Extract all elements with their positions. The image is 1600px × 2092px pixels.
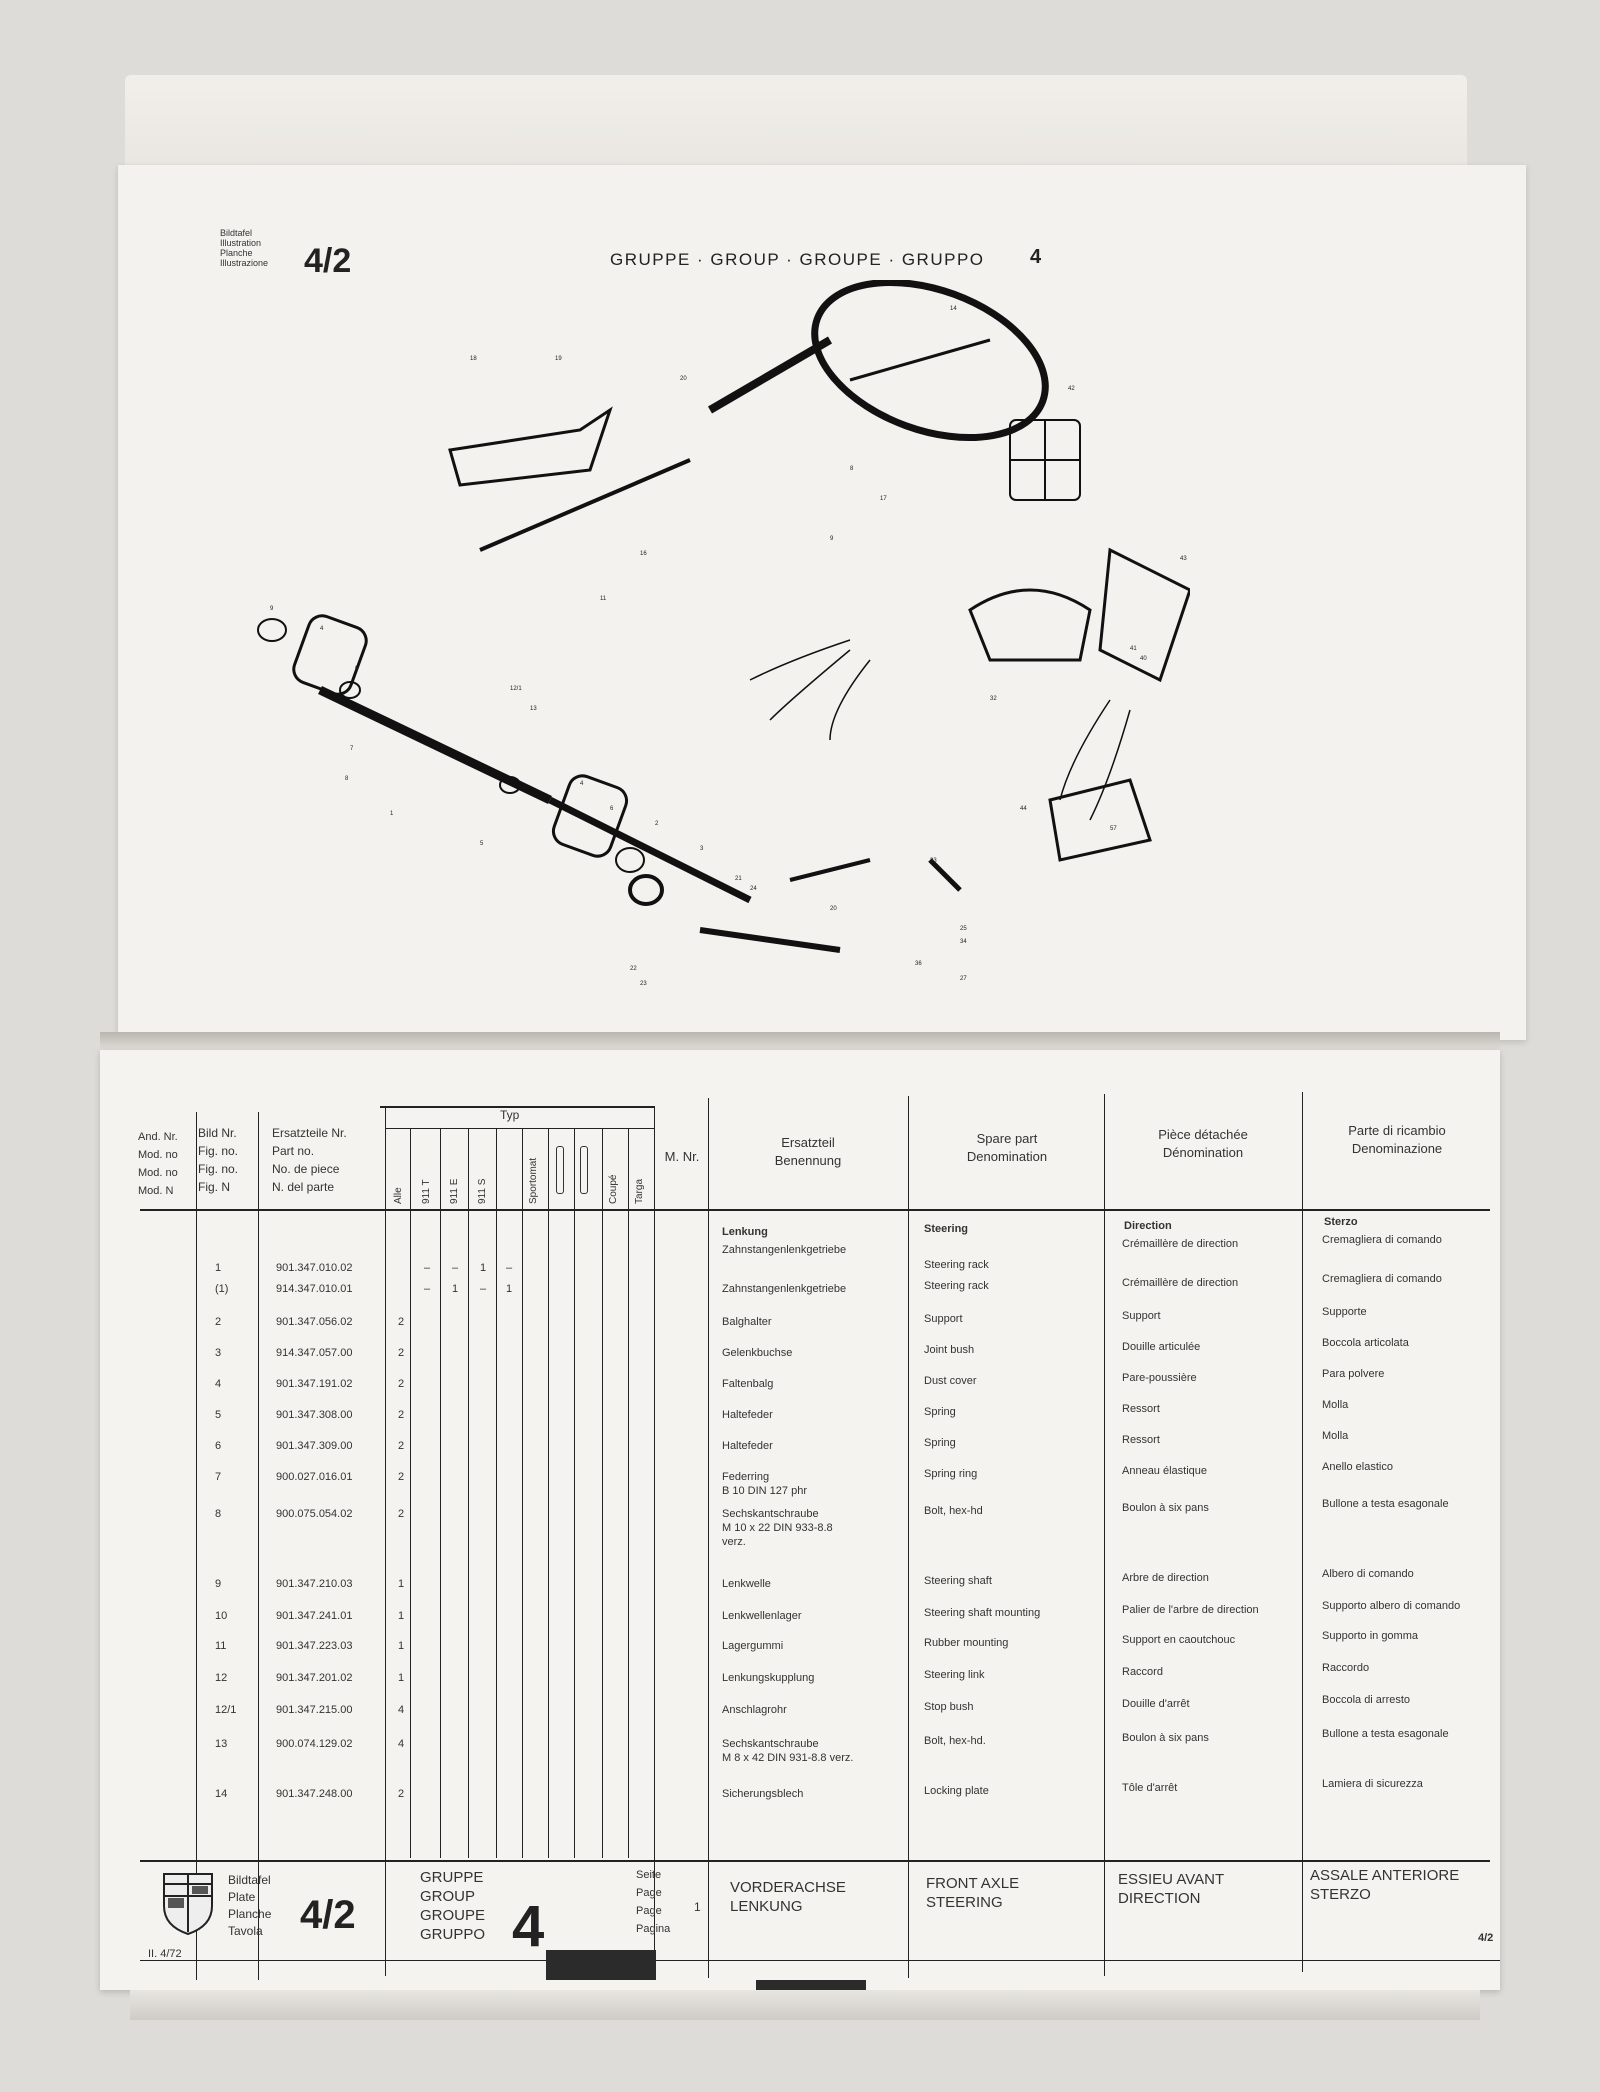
- footer-de: VORDERACHSE LENKUNG: [730, 1879, 846, 1915]
- group-number: 4: [1030, 246, 1042, 268]
- description-en: Steering link: [924, 1669, 985, 1681]
- gear-shift-icon-2: [580, 1146, 588, 1194]
- type-col-911e: 911 E: [449, 1178, 460, 1204]
- description-en: Spring: [924, 1406, 956, 1418]
- svg-text:4: 4: [580, 781, 584, 787]
- svg-text:24: 24: [750, 886, 757, 892]
- description-fr: Raccord: [1122, 1666, 1163, 1678]
- type-col-targa: Targa: [634, 1178, 645, 1204]
- part-number: 914.347.010.01: [276, 1283, 353, 1295]
- svg-text:23: 23: [640, 981, 647, 987]
- svg-text:8: 8: [345, 776, 349, 782]
- fig-number: 6: [215, 1440, 222, 1452]
- footer-fr: ESSIEU AVANT DIRECTION: [1118, 1871, 1225, 1907]
- quantity-cell: –: [424, 1262, 431, 1274]
- description-de: Balghalter: [722, 1316, 772, 1328]
- description-de: Zahnstangenlenkgetriebe: [722, 1283, 847, 1295]
- part-number: 901.347.010.02: [276, 1262, 353, 1274]
- gear-shift-icon: [556, 1146, 564, 1194]
- fr-header: Pièce détachée Dénomination: [1158, 1127, 1248, 1160]
- porsche-crest-logo: [160, 1870, 216, 1936]
- svg-text:43: 43: [1180, 556, 1187, 562]
- fig-number: 14: [215, 1788, 228, 1800]
- quantity-cell: 1: [398, 1672, 405, 1684]
- description-en: Joint bush: [924, 1344, 975, 1356]
- part-number: 901.347.241.01: [276, 1610, 353, 1622]
- svg-text:12/1: 12/1: [510, 686, 522, 692]
- svg-text:1: 1: [390, 811, 394, 817]
- svg-text:3: 3: [700, 846, 704, 852]
- quantity-cell: 2: [398, 1409, 405, 1421]
- part-number: 901.347.309.00: [276, 1440, 353, 1452]
- description-fr: Ressort: [1122, 1403, 1160, 1415]
- description-de-line2: B 10 DIN 127 phr: [722, 1485, 807, 1497]
- quantity-cell: 4: [398, 1704, 405, 1716]
- fig-number: 10: [215, 1610, 228, 1622]
- description-en: Stop bush: [924, 1701, 974, 1713]
- description-de-line2: M 10 x 22 DIN 933-8.8: [722, 1522, 833, 1534]
- footer-plate-labels: Bildtafel Plate Planche Tavola: [228, 1873, 272, 1938]
- part-number: 900.074.129.02: [276, 1738, 353, 1750]
- section-de: Lenkung: [722, 1226, 768, 1238]
- fig-number: 2: [215, 1316, 222, 1328]
- en-header: Spare part Denomination: [966, 1131, 1048, 1164]
- quantity-cell: 1: [452, 1283, 459, 1295]
- part-number: 901.347.191.02: [276, 1378, 353, 1390]
- description-en: Steering shaft mounting: [924, 1607, 1041, 1619]
- quantity-cell: 2: [398, 1316, 405, 1328]
- mod-no-header: And. Nr. Mod. no Mod. no Mod. N: [138, 1131, 178, 1197]
- svg-text:21: 21: [735, 876, 742, 882]
- type-col-911s: 911 S: [477, 1178, 488, 1204]
- part-number: 901.347.223.03: [276, 1640, 353, 1652]
- plate-labels: Bildtafel Illustration Planche Illustrazione: [220, 228, 269, 268]
- it-header: Parte di ricambio Denominazione: [1348, 1123, 1446, 1156]
- svg-text:20: 20: [830, 906, 837, 912]
- description-fr: Crémaillère de direction: [1122, 1277, 1239, 1289]
- description-en: Spring ring: [924, 1468, 978, 1480]
- quantity-cell: 1: [398, 1578, 405, 1590]
- quantity-cell: 2: [398, 1471, 405, 1483]
- svg-text:22: 22: [630, 966, 637, 972]
- description-it: Albero di comando: [1322, 1568, 1414, 1580]
- quantity-cell: 1: [506, 1283, 513, 1295]
- exploded-steering-diagram: [230, 280, 1190, 1000]
- fig-number: 8: [215, 1508, 222, 1520]
- svg-text:34: 34: [960, 939, 967, 945]
- steering-wheel-rim: [793, 280, 1066, 467]
- description-de: Federring: [722, 1471, 770, 1483]
- plate-number: 4/2: [304, 242, 352, 280]
- description-it: Lamiera di sicurezza: [1322, 1778, 1423, 1790]
- type-col-sportomat: Sportomat: [528, 1157, 539, 1204]
- quantity-cell: –: [480, 1283, 487, 1295]
- description-en: Steering rack: [924, 1259, 989, 1271]
- footer-group-labels: GRUPPE GROUP GROUPE GRUPPO: [420, 1869, 486, 1943]
- description-de: Lenkwellenlager: [722, 1610, 802, 1622]
- svg-text:44: 44: [1020, 806, 1027, 812]
- description-it: Bullone a testa esagonale: [1322, 1498, 1449, 1510]
- description-fr: Arbre de direction: [1122, 1572, 1209, 1584]
- description-it: Supporto albero di comando: [1322, 1600, 1461, 1612]
- footer-plate-number: 4/2: [300, 1893, 356, 1937]
- description-it: Anello elastico: [1322, 1461, 1393, 1473]
- description-it: Bullone a testa esagonale: [1322, 1728, 1449, 1740]
- footer-en: FRONT AXLE STEERING: [926, 1875, 1020, 1911]
- svg-text:13: 13: [530, 706, 537, 712]
- part-number: 901.347.056.02: [276, 1316, 353, 1328]
- group-tab-4[interactable]: [546, 1950, 656, 1980]
- fig-number: 11: [215, 1640, 227, 1652]
- description-en: Bolt, hex-hd.: [924, 1735, 986, 1747]
- part-no-header: Ersatzteile Nr. Part no. No. de piece N. del parte: [272, 1126, 347, 1194]
- quantity-cell: 2: [398, 1508, 405, 1520]
- description-fr: Boulon à six pans: [1122, 1732, 1209, 1744]
- description-fr: Palier de l'arbre de direction: [1122, 1604, 1259, 1616]
- description-de: Haltefeder: [722, 1409, 773, 1421]
- description-it: Boccola articolata: [1322, 1337, 1409, 1349]
- section-en: Steering: [924, 1223, 969, 1235]
- svg-text:25: 25: [960, 926, 967, 932]
- footer-group-number: 4: [512, 1894, 545, 1959]
- fig-no-header: Bild Nr. Fig. no. Fig. no. Fig. N: [198, 1126, 239, 1194]
- quantity-cell: 4: [398, 1738, 405, 1750]
- svg-text:17: 17: [880, 496, 887, 502]
- description-fr: Anneau élastique: [1122, 1465, 1208, 1477]
- description-de: Anschlagrohr: [722, 1704, 787, 1716]
- type-col-911t: 911 T: [421, 1179, 432, 1204]
- type-col-alle: Alle: [393, 1187, 404, 1204]
- description-fr: Support en caoutchouc: [1122, 1634, 1236, 1646]
- svg-text:11: 11: [600, 596, 607, 602]
- description-de-line2: M 8 x 42 DIN 931-8.8 verz.: [722, 1752, 854, 1764]
- quantity-cell: 2: [398, 1378, 405, 1390]
- fig-number: 7: [215, 1471, 222, 1483]
- footer-it: ASSALE ANTERIORE STERZO: [1310, 1867, 1460, 1903]
- description-de: Zahnstangenlenkgetriebe: [722, 1244, 847, 1256]
- section-it: Sterzo: [1324, 1216, 1358, 1228]
- footer-page-number: 1: [694, 1900, 701, 1914]
- fig-number: 13: [215, 1738, 228, 1750]
- callout-numbers: [270, 306, 1187, 987]
- typ-header: Typ: [500, 1108, 520, 1122]
- description-de: Haltefeder: [722, 1440, 773, 1452]
- part-number: 901.347.308.00: [276, 1409, 353, 1421]
- description-de: Lenkwelle: [722, 1578, 771, 1590]
- svg-text:4: 4: [320, 626, 324, 632]
- fig-number: 5: [215, 1409, 222, 1421]
- quantity-cell: –: [452, 1262, 459, 1274]
- description-fr: Crémaillère de direction: [1122, 1238, 1239, 1250]
- description-en: Rubber mounting: [924, 1637, 1009, 1649]
- de-header: Ersatzteil Benennung: [774, 1135, 842, 1168]
- description-en: Dust cover: [924, 1375, 977, 1387]
- part-number: 914.347.057.00: [276, 1347, 353, 1359]
- fig-number: 1: [215, 1262, 222, 1274]
- description-it: Cremagliera di comando: [1322, 1273, 1442, 1285]
- description-de: Faltenbalg: [722, 1378, 774, 1390]
- svg-text:14: 14: [950, 306, 957, 312]
- description-en: Locking plate: [924, 1785, 989, 1797]
- description-en: Spring: [924, 1437, 956, 1449]
- description-fr: Boulon à six pans: [1122, 1502, 1209, 1514]
- type-col-coupe: Coupé: [608, 1174, 619, 1204]
- svg-text:9: 9: [830, 536, 834, 542]
- corner-reference: 4/2: [1478, 1932, 1494, 1944]
- quantity-cell: 2: [398, 1440, 405, 1452]
- description-de-line3: verz.: [722, 1536, 746, 1548]
- quantity-cell: 1: [398, 1610, 405, 1622]
- description-en: Bolt, hex-hd: [924, 1505, 983, 1517]
- svg-text:7: 7: [350, 746, 354, 752]
- description-de: Lenkungskupplung: [722, 1672, 815, 1684]
- quantity-cell: –: [424, 1283, 431, 1295]
- svg-text:6: 6: [610, 806, 614, 812]
- svg-text:32: 32: [990, 696, 997, 702]
- m-nr-header: M. Nr.: [664, 1149, 700, 1164]
- description-de: Gelenkbuchse: [722, 1347, 793, 1359]
- quantity-cell: 1: [480, 1262, 487, 1274]
- part-number: 901.347.215.00: [276, 1704, 353, 1716]
- part-number: 900.075.054.02: [276, 1508, 353, 1520]
- quantity-cell: –: [506, 1262, 513, 1274]
- description-it: Molla: [1322, 1430, 1349, 1442]
- footer-page-labels: Seite Page Page Pagina: [636, 1869, 671, 1935]
- part-number: 901.347.201.02: [276, 1672, 353, 1684]
- quantity-cell: 2: [398, 1788, 405, 1800]
- svg-text:33: 33: [930, 858, 937, 864]
- description-it: Raccordo: [1322, 1662, 1370, 1674]
- page-stack-edge: [130, 1990, 1480, 2020]
- svg-text:8: 8: [850, 466, 854, 472]
- description-de: Sechskantschraube: [722, 1508, 819, 1520]
- description-de: Sicherungsblech: [722, 1788, 804, 1800]
- svg-text:5: 5: [480, 841, 484, 847]
- svg-text:57: 57: [1110, 826, 1117, 832]
- svg-text:16: 16: [640, 551, 647, 557]
- part-number: 900.027.016.01: [276, 1471, 353, 1483]
- svg-text:41: 41: [1130, 646, 1137, 652]
- part-number: 901.347.210.03: [276, 1578, 353, 1590]
- description-de: Sechskantschraube: [722, 1738, 819, 1750]
- edition-date: II. 4/72: [148, 1948, 182, 1960]
- svg-text:42: 42: [1068, 386, 1075, 392]
- fig-number: 4: [215, 1378, 222, 1390]
- description-en: Steering shaft: [924, 1575, 992, 1587]
- svg-text:6: 6: [355, 666, 359, 672]
- svg-text:18: 18: [470, 356, 477, 362]
- fig-number: 12: [215, 1672, 228, 1684]
- svg-text:36: 36: [915, 961, 922, 967]
- quantity-cell: 1: [398, 1640, 405, 1652]
- description-fr: Tôle d'arrêt: [1122, 1782, 1178, 1794]
- quantity-cell: 2: [398, 1347, 405, 1359]
- fig-number: 12/1: [215, 1704, 237, 1716]
- description-it: Molla: [1322, 1399, 1349, 1411]
- fig-number: 9: [215, 1578, 222, 1590]
- svg-text:20: 20: [680, 376, 687, 382]
- description-en: Support: [924, 1313, 963, 1325]
- svg-text:2: 2: [655, 821, 659, 827]
- description-fr: Support: [1122, 1310, 1161, 1322]
- group-header: GRUPPE · GROUP · GROUPE · GRUPPO: [610, 250, 985, 269]
- description-de: Lagergummi: [722, 1640, 784, 1652]
- description-it: Supporte: [1322, 1306, 1367, 1318]
- description-fr: Ressort: [1122, 1434, 1160, 1446]
- svg-text:27: 27: [960, 976, 967, 982]
- description-fr: Douille d'arrêt: [1122, 1698, 1190, 1710]
- description-fr: Pare-poussière: [1122, 1372, 1197, 1384]
- part-number: 901.347.248.00: [276, 1788, 353, 1800]
- fig-number: (1): [215, 1283, 229, 1295]
- svg-text:9: 9: [270, 606, 274, 612]
- description-en: Steering rack: [924, 1280, 989, 1292]
- description-fr: Douille articulée: [1122, 1341, 1201, 1353]
- fig-number: 3: [215, 1347, 222, 1359]
- description-it: Supporto in gomma: [1322, 1630, 1418, 1642]
- description-it: Para polvere: [1322, 1368, 1385, 1380]
- section-fr: Direction: [1124, 1220, 1172, 1232]
- description-it: Cremagliera di comando: [1322, 1234, 1442, 1246]
- svg-text:40: 40: [1140, 656, 1147, 662]
- svg-text:19: 19: [555, 356, 562, 362]
- description-it: Boccola di arresto: [1322, 1694, 1411, 1706]
